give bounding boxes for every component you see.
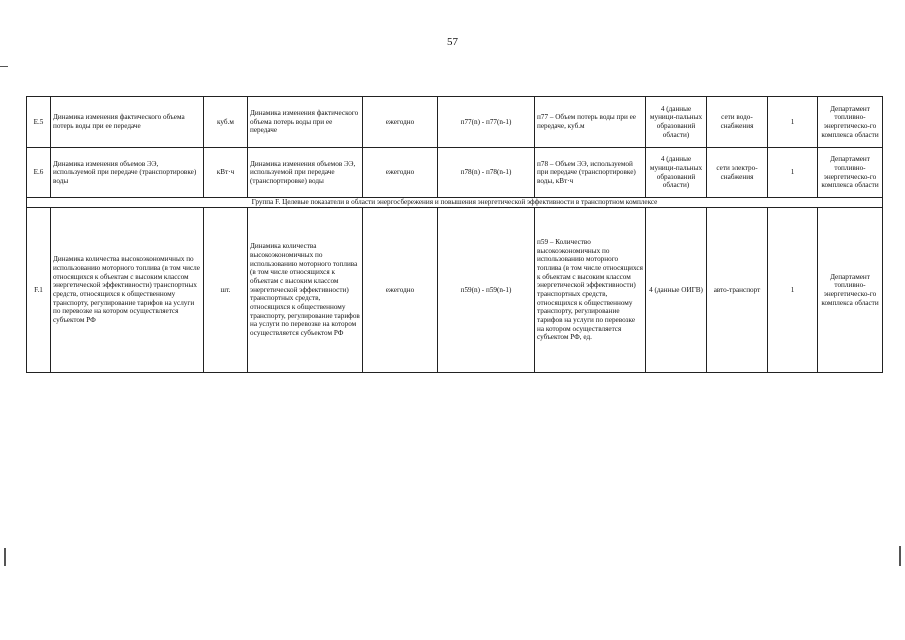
- indicators-table: [26, 96, 883, 373]
- indicator-id-cell: E.6: [27, 148, 51, 198]
- indicator-name-cell: Динамика количества высокоэкономичных по использованию моторного топлива (в том числе относящихся к объектам с высоким классом энергетической эффективности) транспортных средств, относящихся к общественному транспорту, регулирование тарифов на услуги по перевозке на котором осуществляется субъектом РФ: [51, 208, 204, 373]
- frequency-cell: ежегодно: [363, 148, 438, 198]
- formula-cell: п78(n) - п78(n-1): [438, 148, 535, 198]
- description-cell: Динамика изменения фактического объема потерь воды при ее передаче: [248, 97, 363, 148]
- source-data-cell: п59 – Количество высокоэкономичных по использованию моторного топлива (в том числе относящихся к объектам с высоким классом энергетической эффективности) транспортных средств, относящихся к общественному транспорту, регулирование тарифов на услуги по перевозке на котором осуществляется субъектом РФ, ед.: [535, 208, 646, 373]
- department-cell: Департамент топливно-энергетическо-го комплекса области: [818, 148, 883, 198]
- weight-cell: 1: [768, 148, 818, 198]
- description-cell: Динамика изменения объемов ЭЭ, используемой при передаче (транспортировке) воды: [248, 148, 363, 198]
- weight-cell: 1: [768, 208, 818, 373]
- formula-cell: п77(n) - п77(n-1): [438, 97, 535, 148]
- unit-cell: куб.м: [204, 97, 248, 148]
- indicator-name-cell: Динамика изменения фактического объема потерь воды при ее передаче: [51, 97, 204, 148]
- unit-cell: шт.: [204, 208, 248, 373]
- department-cell: Департамент топливно-энергетическо-го комплекса области: [818, 208, 883, 373]
- indicator-name-cell: Динамика изменения объемов ЭЭ, используемой при передаче (транспортировке) воды: [51, 148, 204, 198]
- data-level-cell: 4 (данные муници-пальных образований области): [646, 97, 707, 148]
- source-data-cell: п77 – Объем потерь воды при ее передаче, куб.м: [535, 97, 646, 148]
- page-number: 57: [447, 36, 458, 48]
- frequency-cell: ежегодно: [363, 97, 438, 148]
- formula-cell: п59(n) - п59(n-1): [438, 208, 535, 373]
- indicator-id-cell: F.1: [27, 208, 51, 373]
- data-level-cell: 4 (данные ОИГВ): [646, 208, 707, 373]
- group-heading-row: [27, 198, 883, 208]
- sector-cell: сети водо-снабжения: [707, 97, 768, 148]
- data-level-cell: 4 (данные муници-пальных образований области): [646, 148, 707, 198]
- scan-edge-mark: [899, 546, 901, 566]
- table-row: [27, 148, 883, 198]
- table-row: [27, 97, 883, 148]
- sector-cell: авто-транспорт: [707, 208, 768, 373]
- indicator-id-cell: E.5: [27, 97, 51, 148]
- unit-cell: кВт·ч: [204, 148, 248, 198]
- weight-cell: 1: [768, 97, 818, 148]
- frequency-cell: ежегодно: [363, 208, 438, 373]
- scan-edge-mark: [4, 548, 6, 566]
- department-cell: Департамент топливно-энергетическо-го комплекса области: [818, 97, 883, 148]
- group-heading: Группа F. Целевые показатели в области энергосбережения и повышения энергетической эффективности в транспортном комплексе: [27, 198, 883, 208]
- sector-cell: сети электро-снабжения: [707, 148, 768, 198]
- scan-edge-mark: [0, 66, 8, 67]
- table-row: [27, 208, 883, 373]
- source-data-cell: п78 – Объем ЭЭ, используемой при передаче (транспортировке) воды, кВт·ч: [535, 148, 646, 198]
- description-cell: Динамика количества высокоэкономичных по использованию моторного топлива (в том числе относящихся к объектам с высоким классом энергетической эффективности) транспортных средств, относящихся к общественному транспорту, регулирование тарифов на услуги по перевозке на котором осуществляется субъектом РФ: [248, 208, 363, 373]
